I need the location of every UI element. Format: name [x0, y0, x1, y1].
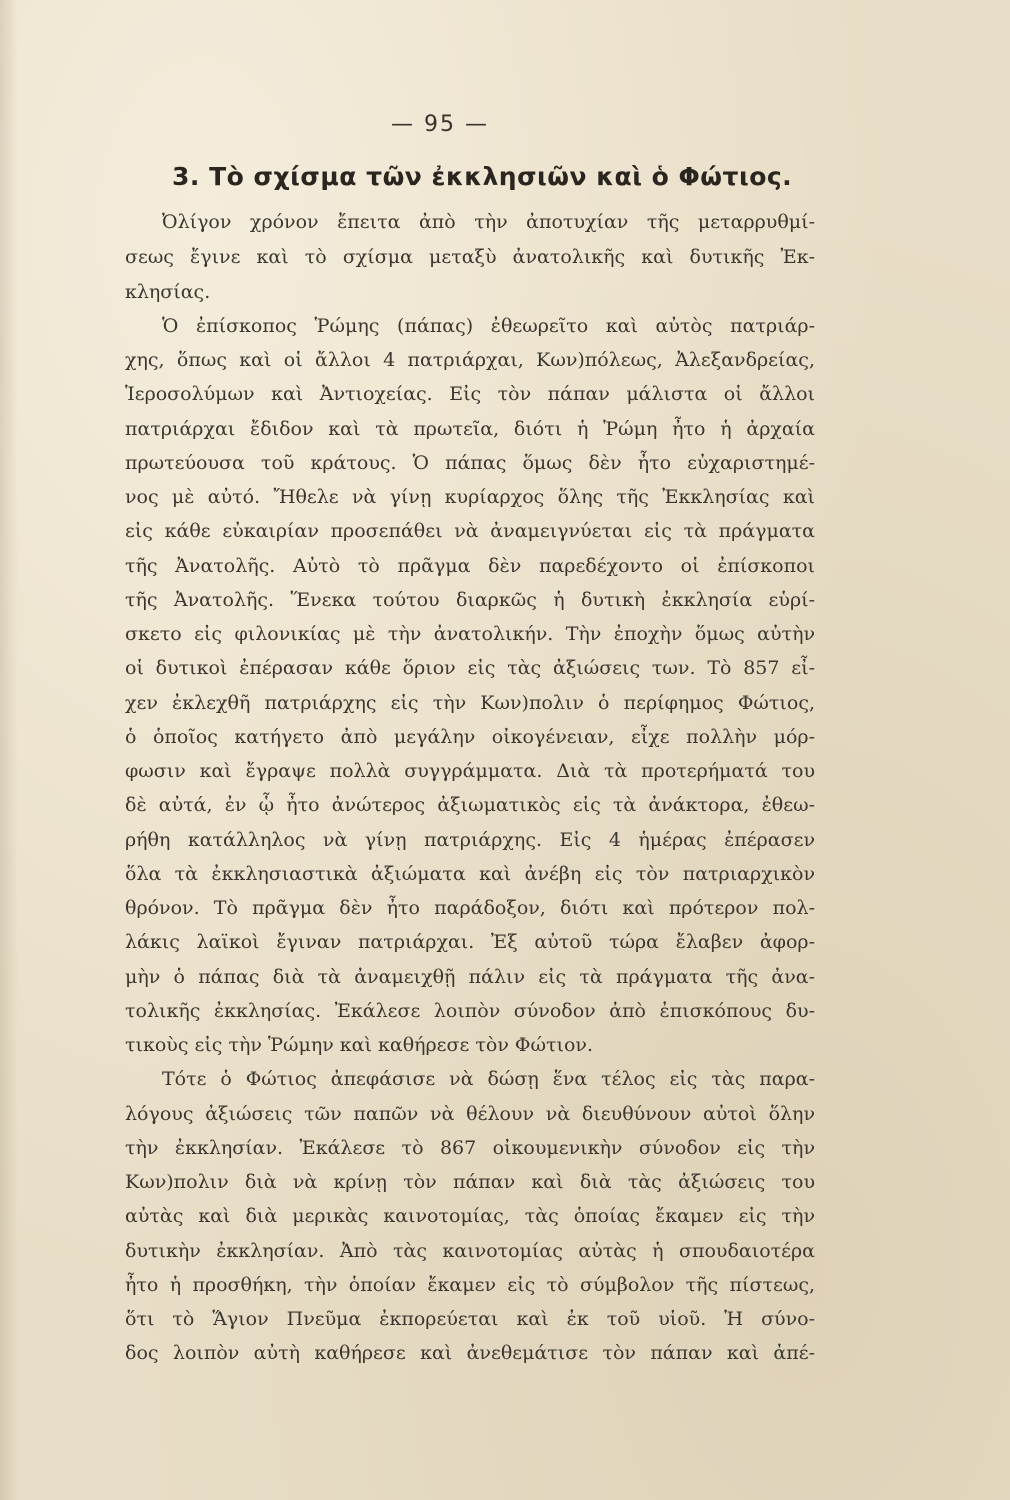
- text-line: Κων)πολιν διὰ νὰ κρίνῃ τὸν πάπαν καὶ διὰ τὰς ἀξιώσεις του: [125, 1171, 815, 1193]
- text-line: ὅλα τὰ ἐκκλησιαστικὰ ἀξιώματα καὶ ἀνέβη εἰς τὸν πατριαρχικὸν: [125, 863, 815, 885]
- text-line: μὴν ὁ πάπας διὰ τὰ ἀναμειχθῇ πάλιν εἰς τὰ πράγματα τῆς ἀνα-: [125, 966, 815, 988]
- text-line: ἦτο ἡ προσθήκη, τὴν ὁποίαν ἔκαμεν εἰς τὸ σύμβολον τῆς πίστεως,: [125, 1274, 815, 1296]
- text-line: σεως ἔγινε καὶ τὸ σχίσμα μεταξὺ ἀνατολικῆς καὶ δυτικῆς Ἐκ-: [125, 246, 815, 268]
- text-line: τὴν ἐκκλησίαν. Ἐκάλεσε τὸ 867 οἰκουμενικὴν σύνοδον εἰς τὴν: [125, 1137, 815, 1159]
- text-line: Ἱεροσολύμων καὶ Ἀντιοχείας. Εἰς τὸν πάπαν μάλιστα οἱ ἄλλοι: [125, 383, 815, 405]
- text-line: οἱ δυτικοὶ ἐπέρασαν κάθε ὅριον εἰς τὰς ἀξιώσεις των. Τὸ 857 εἶ-: [125, 657, 815, 679]
- text-line: δυτικὴν ἐκκλησίαν. Ἀπὸ τὰς καινοτομίας αὐτὰς ἡ σπουδαιοτέρα: [125, 1240, 815, 1262]
- text-line: τῆς Ἀνατολῆς. Αὐτὸ τὸ πρᾶγμα δὲν παρεδέχοντο οἱ ἐπίσκοποι: [125, 555, 815, 577]
- text-line: Ὀλίγον χρόνον ἔπειτα ἀπὸ τὴν ἀποτυχίαν τῆς μεταρρυθμί-: [162, 211, 815, 233]
- text-line: θρόνον. Τὸ πρᾶγμα δὲν ἦτο παράδοξον, διότι καὶ πρότερον πολ-: [125, 897, 815, 919]
- text-line: τικοὺς εἰς τὴν Ῥώμην καὶ καθήρεσε τὸν Φώτιον.: [125, 1034, 593, 1056]
- text-line: τῆς Ἀνατολῆς. Ἕνεκα τούτου διαρκῶς ἡ δυτικὴ ἐκκλησία εὑρί-: [125, 589, 815, 611]
- text-line: σκετο εἰς φιλονικίας μὲ τὴν ἀνατολικήν. Τὴν ἐποχὴν ὅμως αὐτὴν: [125, 623, 815, 645]
- text-line: λάκις λαϊκοὶ ἔγιναν πατριάρχαι. Ἐξ αὐτοῦ τώρα ἔλαβεν ἀφορ-: [125, 931, 815, 953]
- text-line: λόγους ἀξιώσεις τῶν παπῶν νὰ θέλουν νὰ διευθύνουν αὐτοὶ ὅλην: [125, 1103, 815, 1125]
- text-line: χεν ἐκλεχθῆ πατριάρχης εἰς τὴν Κων)πολιν ὁ περίφημος Φώτιος,: [125, 692, 815, 714]
- text-line: χης, ὅπως καὶ οἱ ἄλλοι 4 πατριάρχαι, Κων)πόλεως, Ἀλεξανδρείας,: [125, 349, 815, 371]
- section-heading: 3. Τὸ σχίσμα τῶν ἐκκλησιῶν καὶ ὁ Φώτιος.: [172, 162, 793, 191]
- text-line: φωσιν καὶ ἔγραψε πολλὰ συγγράμματα. Διὰ τὰ προτερήματά του: [125, 760, 815, 782]
- text-line: πατριάρχαι ἔδιδον καὶ τὰ πρωτεῖα, διότι ἡ Ῥώμη ἦτο ἡ ἀρχαία: [125, 418, 815, 440]
- page-number: — 95 —: [391, 112, 489, 137]
- text-line: τολικῆς ἐκκλησίας. Ἐκάλεσε λοιπὸν σύνοδον ἀπὸ ἐπισκόπους δυ-: [125, 1000, 815, 1022]
- text-line: δος λοιπὸν αὐτὴ καθήρεσε καὶ ἀνεθεμάτισε τὸν πάπαν καὶ ἀπέ-: [125, 1342, 815, 1364]
- text-line: ὁ ὁποῖος κατήγετο ἀπὸ μεγάλην οἰκογένειαν, εἶχε πολλὴν μόρ-: [125, 726, 815, 748]
- text-line: πρωτεύουσα τοῦ κράτους. Ὁ πάπας ὅμως δὲν ἦτο εὐχαριστημέ-: [125, 452, 815, 474]
- text-line: νος μὲ αὐτό. Ἤθελε νὰ γίνῃ κυρίαρχος ὅλης τῆς Ἐκκλησίας καὶ: [125, 486, 815, 508]
- text-line: ρήθη κατάλληλος νὰ γίνῃ πατριάρχης. Εἰς 4 ἡμέρας ἐπέρασεν: [125, 829, 815, 851]
- text-line: ὅτι τὸ Ἅγιον Πνεῦμα ἐκπορεύεται καὶ ἐκ τοῦ υἱοῦ. Ἡ σύνο-: [125, 1308, 815, 1330]
- text-line: Ὁ ἐπίσκοπος Ῥώμης (πάπας) ἐθεωρεῖτο καὶ αὐτὸς πατριάρ-: [162, 315, 815, 337]
- text-line: εἰς κάθε εὐκαιρίαν προσεπάθει νὰ ἀναμειγνύεται εἰς τὰ πράγματα: [125, 520, 815, 542]
- text-line: Τότε ὁ Φώτιος ἀπεφάσισε νὰ δώσῃ ἕνα τέλος εἰς τὰς παρα-: [162, 1068, 815, 1090]
- text-line: κλησίας.: [125, 281, 211, 303]
- page-edge-shadow: [0, 0, 18, 1500]
- text-line: αὐτὰς καὶ διὰ μερικὰς καινοτομίας, τὰς ὁποίας ἔκαμεν εἰς τὴν: [125, 1205, 815, 1227]
- text-line: δὲ αὐτά, ἐν ᾧ ἦτο ἀνώτερος ἀξιωματικὸς εἰς τὰ ἀνάκτορα, ἐθεω-: [125, 794, 815, 816]
